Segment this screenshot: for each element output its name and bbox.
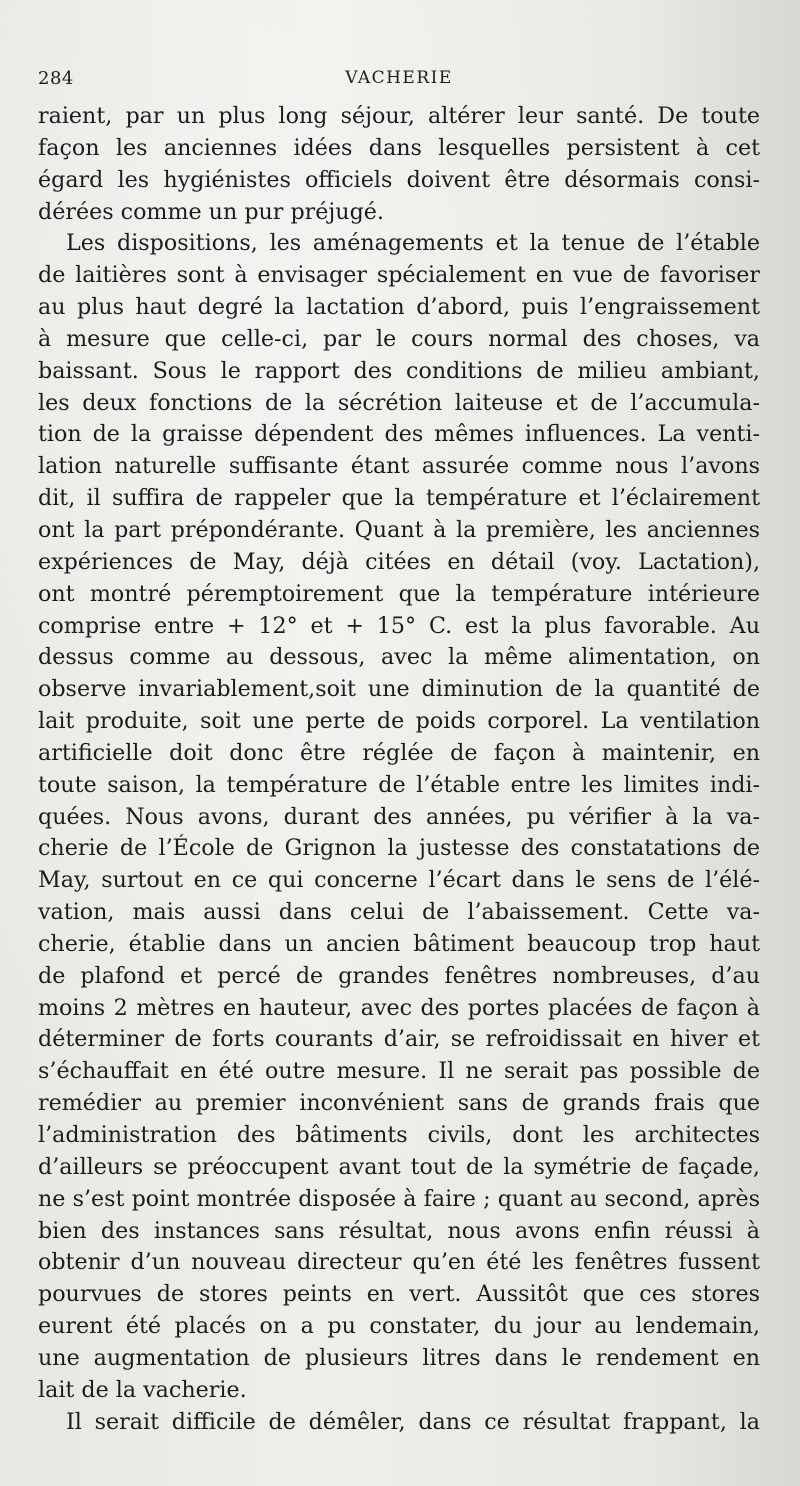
text-line: moins 2 mètres en hauteur, avec des portes placées de façon à — [38, 994, 760, 1021]
text-line: expériences de May, déjà citées en détail (voy. Lactation), — [38, 548, 760, 575]
page-header — [38, 68, 760, 94]
text-line: au plus haut degré la lactation d’abord, puis l’engraissement — [38, 294, 760, 321]
text-line: raient, par un plus long séjour, altérer leur santé. De toute — [38, 103, 760, 129]
text-line: cherie de l’École de Grignon la justesse des constatations de — [38, 835, 760, 862]
text-line: de laitières sont à envisager spécialement en vue de favoriser — [38, 262, 760, 289]
text-line: lation naturelle suffisante étant assurée comme nous l’avons — [38, 453, 760, 480]
text-line: dérées comme un pur préjugé. — [38, 198, 384, 225]
text-line: lait de la vacherie. — [38, 1376, 247, 1403]
body-text — [38, 101, 760, 1438]
text-line: déterminer de forts courants d’air, se refroidissait en hiver et — [38, 1026, 760, 1053]
text-line: toute saison, la température de l’étable entre les limites indi- — [38, 771, 760, 798]
text-line: eurent été placés on a pu constater, du jour au lendemain, — [38, 1313, 760, 1340]
text-line: remédier au premier inconvénient sans de grands frais que — [38, 1090, 760, 1117]
text-line: de plafond et percé de grandes fenêtres nombreuses, d’au — [38, 962, 760, 989]
text-line: Il serait difficile de démêler, dans ce résultat frappant, la — [66, 1408, 760, 1435]
text-line: tion de la graisse dépendent des mêmes influences. La venti- — [38, 421, 760, 448]
text-line: ne s’est point montrée disposée à faire ; quant au second, après — [38, 1185, 760, 1212]
text-line: l’administration des bâtiments civils, dont les architectes — [38, 1122, 760, 1148]
text-line: comprise entre + 12° et + 15° C. est la plus favorable. Au — [38, 612, 760, 639]
running-title: VACHERIE — [345, 68, 453, 88]
text-line: s’échauffait en été outre mesure. Il ne serait pas possible de — [38, 1058, 760, 1085]
text-line: cherie, établie dans un ancien bâtiment beaucoup trop haut — [38, 930, 760, 957]
text-line: obtenir d’un nouveau directeur qu’en été les fenêtres fussent — [38, 1249, 760, 1276]
text-line: égard les hygiénistes officiels doivent être désormais consi- — [38, 166, 760, 193]
text-line: observe invariablement,soit une diminution de la quantité de — [38, 676, 760, 703]
text-line: pourvues de stores peints en vert. Aussitôt que ces stores — [38, 1281, 760, 1308]
text-line: ont la part prépondérante. Quant à la première, les anciennes — [38, 516, 760, 543]
text-line: Les dispositions, les aménagements et la tenue de l’étable — [66, 230, 760, 257]
text-line: bien des instances sans résultat, nous avons enfin réussi à — [38, 1217, 760, 1244]
text-line: à mesure que celle-ci, par le cours normal des choses, va — [38, 325, 760, 352]
text-line: artificielle doit donc être réglée de façon à maintenir, en — [38, 739, 760, 766]
text-line: d’ailleurs se préoccupent avant tout de la symétrie de façade, — [38, 1153, 760, 1180]
text-line: ont montré péremptoirement que la température intérieure — [38, 580, 760, 607]
text-line: façon les anciennes idées dans lesquelles persistent à cet — [38, 134, 760, 161]
text-line: une augmentation de plusieurs litres dans le rendement en — [38, 1344, 760, 1371]
text-line: baissant. Sous le rapport des conditions de milieu ambiant, — [38, 357, 760, 384]
text-line: May, surtout en ce qui concerne l’écart dans le sens de l’élé- — [38, 867, 760, 894]
text-line: dessus comme au dessous, avec la même alimentation, on — [38, 644, 760, 671]
page-number: 284 — [38, 68, 74, 89]
text-line: lait produite, soit une perte de poids corporel. La ventilation — [38, 708, 760, 735]
text-line: vation, mais aussi dans celui de l’abaissement. Cette va- — [38, 899, 760, 926]
text-line: dit, il suffira de rappeler que la température et l’éclairement — [38, 485, 760, 512]
text-line: les deux fonctions de la sécrétion laiteuse et de l’accumula- — [38, 389, 760, 416]
text-line: quées. Nous avons, durant des années, pu vérifier à la va- — [38, 803, 760, 830]
